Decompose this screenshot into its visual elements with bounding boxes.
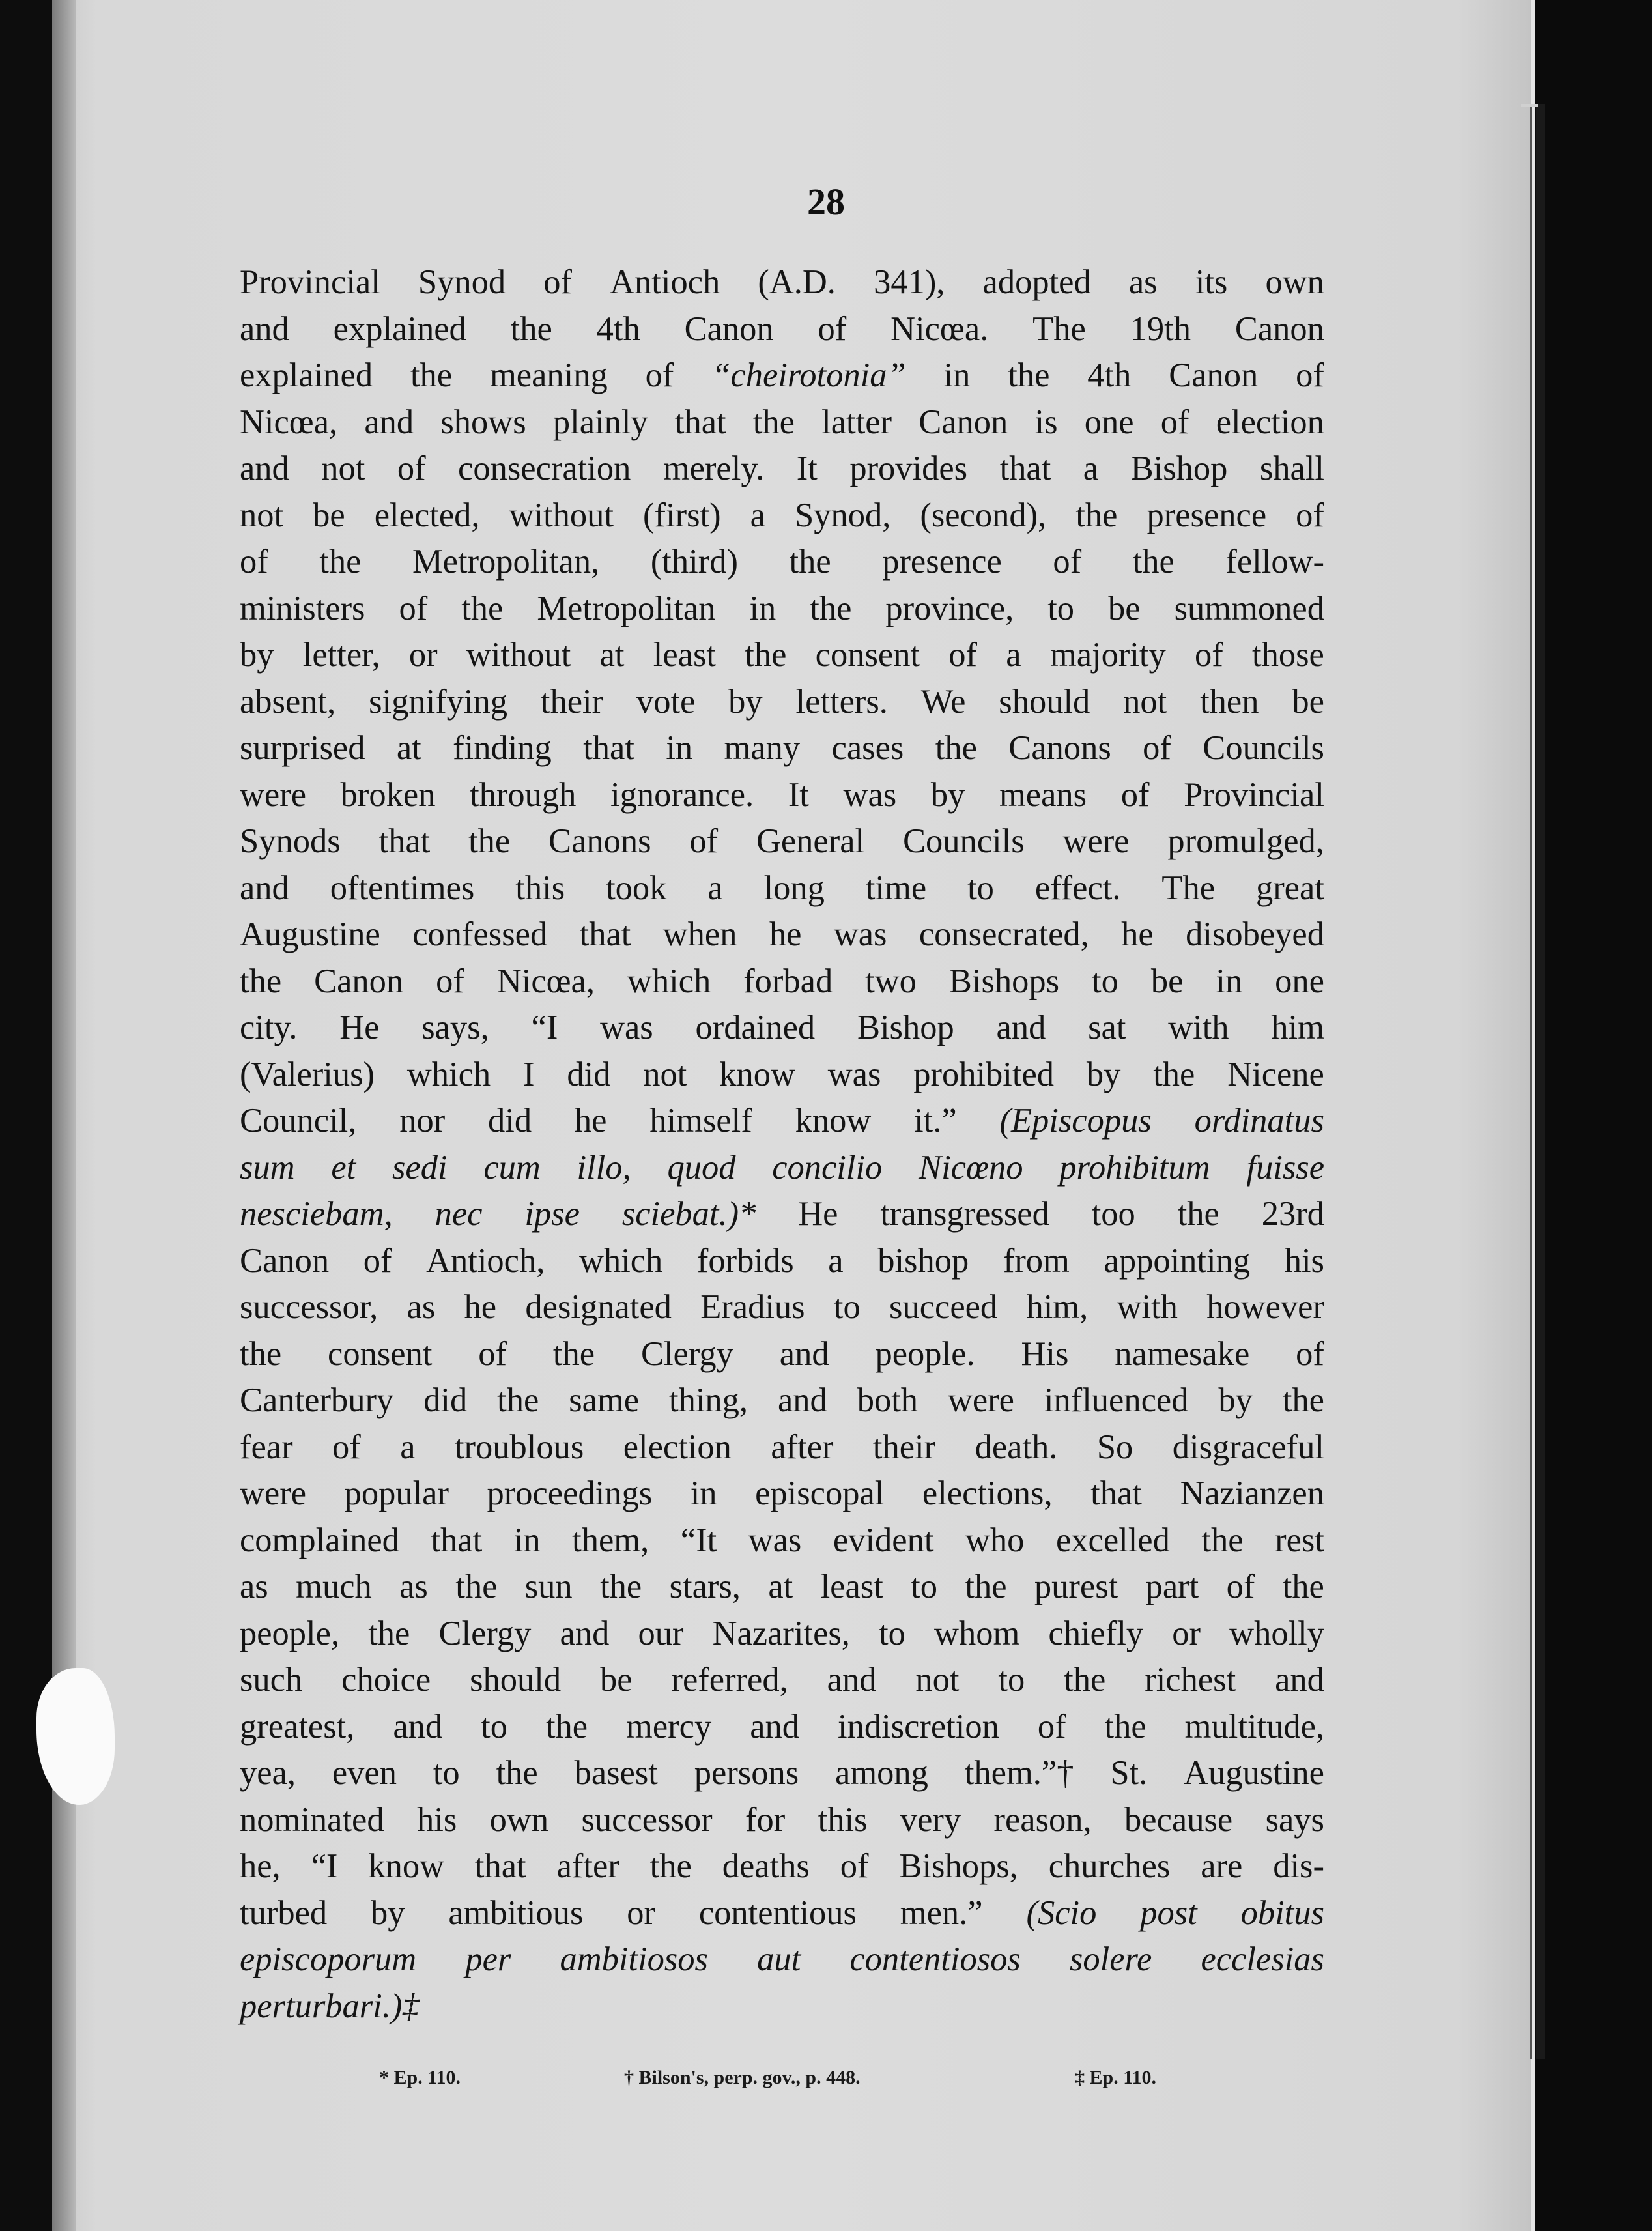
text-line: the consent of the Clergy and people. His namesake of [240,1334,1324,1373]
text-line: sum et sedi cum illo, quod concilio Nicœno prohibitum fuisse [240,1148,1324,1187]
text-line: such choice should be referred, and not to the richest and [240,1661,1324,1699]
text-line: complained that in them, “It was evident who excelled the rest [240,1521,1324,1559]
page-edge-dark-band [1536,104,1545,2059]
text-line: people, the Clergy and our Nazarites, to whom chiefly or wholly [240,1614,1324,1652]
text-line: city. He says, “I was ordained Bishop and sat with him [240,1009,1324,1046]
text-line: ministers of the Metropolitan in the province, to be summoned [240,589,1324,627]
text-line: were broken through ignorance. It was by means of Provincial [240,775,1324,814]
text-line: explained the meaning of “cheirotonia” in the 4th Canon of [240,356,1324,394]
footnote-2: † Bilson's, perp. gov., p. 448. [624,2067,861,2088]
text-line: nesciebam, nec ipse sciebat.)* He transgressed too the 23rd [240,1195,1324,1233]
scan-border-right [1531,0,1652,2231]
text-line: of the Metropolitan, (third) the presence of the fellow- [240,543,1324,581]
text-line: he, “I know that after the deaths of Bishops, churches are dis- [240,1847,1324,1885]
text-line: not be elected, without (first) a Synod, (second), the presence of [240,496,1324,534]
text-line: Canterbury did the same thing, and both were influenced by the [240,1381,1324,1419]
text-line: turbed by ambitious or contentious men.” (Scio post obitus [240,1893,1324,1932]
text-line: Council, nor did he himself know it.” (Episcopus ordinatus [240,1102,1324,1140]
text-line: the Canon of Nicœa, which forbad two Bishops to be in one [240,962,1324,1000]
text-line: and explained the 4th Canon of Nicœa. The 19th Canon [240,309,1324,348]
text-line: surprised at finding that in many cases the Canons of Councils [240,729,1324,767]
body-text [240,259,1324,2030]
text-line: nominated his own successor for this very reason, because says [240,1800,1324,1839]
page-edge-shadow [1530,104,1532,2059]
text-line: and oftentimes this took a long time to effect. The great [240,869,1324,907]
text-line: and not of consecration merely. It provides that a Bishop shall [240,450,1324,487]
text-line: Synods that the Canons of General Councils were promulged, [240,822,1324,860]
text-line: greatest, and to the mercy and indiscretion of the multitude, [240,1707,1324,1746]
text-line: were popular proceedings in episcopal elections, that Nazianzen [240,1475,1324,1512]
text-line: Nicœa, and shows plainly that the latter Canon is one of election [240,403,1324,441]
text-line: as much as the sun the stars, at least to the purest part of the [240,1568,1324,1605]
text-line: absent, signifying their vote by letters. We should not then be [240,682,1324,721]
binding-gutter [52,0,76,2231]
text-line: episcoporum per ambitiosos aut contentiosos solere ecclesias [240,1940,1324,1978]
text-line: Augustine confessed that when he was consecrated, he disobeyed [240,915,1324,953]
page-number: 28 [807,180,845,223]
text-line: successor, as he designated Eradius to succeed him, with however [240,1288,1324,1326]
footnotes [0,2067,1652,2099]
text-line: Canon of Antioch, which forbids a bishop from appointing his [240,1241,1324,1280]
text-line: by letter, or without at least the consent of a majority of those [240,636,1324,674]
footnote-1: * Ep. 110. [379,2067,461,2088]
margin-tick-mark [1521,104,1538,107]
text-line: fear of a troublous election after their death. So disgraceful [240,1428,1324,1466]
footnote-3: ‡ Ep. 110. [1075,2067,1157,2088]
text-line: Provincial Synod of Antioch (A.D. 341), adopted as its own [240,263,1324,301]
text-line: yea, even to the basest persons among them.”† St. Augustine [240,1754,1324,1792]
text-line: (Valerius) which I did not know was prohibited by the Nicene [240,1055,1324,1093]
text-line: perturbari.)‡ [240,1987,420,2025]
